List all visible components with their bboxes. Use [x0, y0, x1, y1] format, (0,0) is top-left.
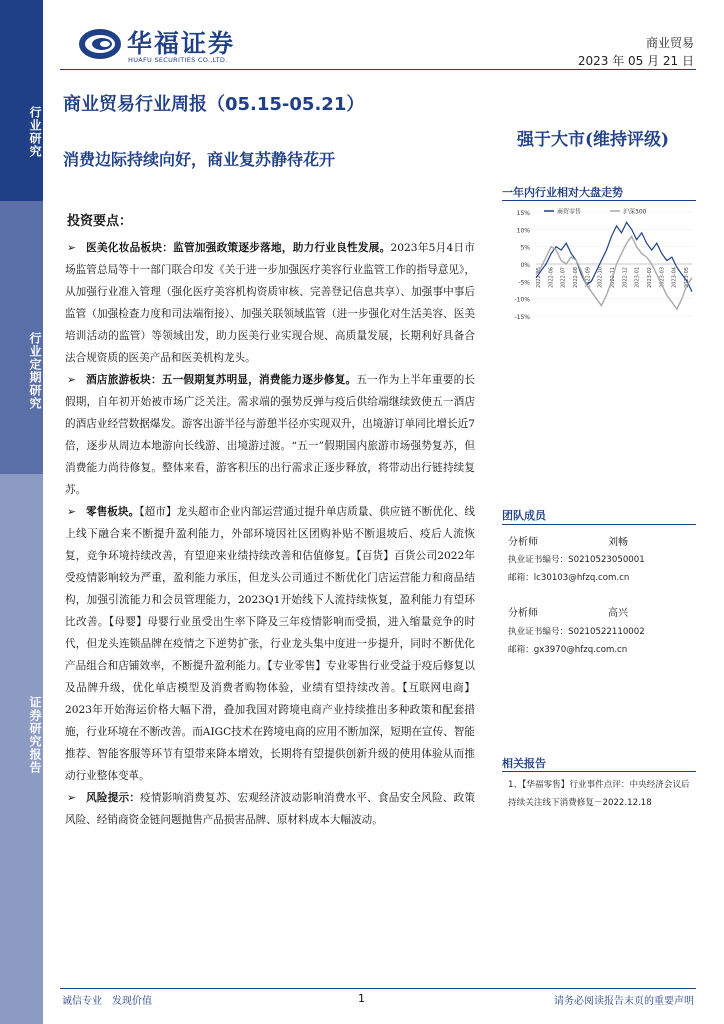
series-line-2	[536, 236, 692, 309]
chart-heading-divider	[502, 200, 696, 201]
x-tick-label: 2022-05	[536, 267, 542, 288]
analyst-1-role: 分析师	[508, 537, 538, 548]
x-tick-label: 2022-11	[610, 267, 616, 288]
analyst-2-email	[508, 643, 627, 655]
arrow-icon: ➢	[67, 506, 76, 518]
point-text: 疫情影响消费复苏、宏观经济波动影响消费水平、食品安全风险、政策风险、经销商资金链问题抛售产品损害品牌、原材料成本大幅波动。	[65, 792, 476, 826]
y-tick-label: 5%	[520, 244, 530, 252]
x-tick-label: 2023-04	[671, 267, 678, 288]
point-label: 酒店旅游板块：五一假期复苏明显，消费能力逐步修复。	[85, 374, 357, 386]
email-label: 邮箱：	[508, 645, 534, 655]
logo-english: HUAFU SECURITIES CO.,LTD.	[128, 56, 228, 64]
license-label: 执业证书编号：	[508, 627, 569, 637]
analyst-2-role: 分析师	[508, 608, 538, 619]
report-subtitle: 消费边际持续向好，商业复苏静待花开	[63, 150, 336, 169]
footer-divider	[60, 988, 696, 989]
license-number: S0210522110002	[568, 627, 645, 637]
investment-body	[65, 237, 475, 831]
license-label: 执业证书编号：	[508, 555, 569, 565]
legend-label: 商贸零售	[557, 208, 582, 216]
email-label: 邮箱：	[508, 573, 534, 583]
logo-chinese: 华福证券	[127, 29, 236, 58]
x-tick-label: 2023-01	[634, 267, 641, 288]
chart-heading: 一年内行业相对大盘走势	[502, 186, 623, 199]
email-address[interactable]: gx3970@hfzq.com.cn	[533, 645, 628, 655]
y-tick-label: -5%	[518, 279, 530, 287]
company-logo-icon	[78, 27, 122, 61]
point-risk	[65, 787, 475, 831]
arrow-icon: ➢	[67, 792, 76, 804]
footer-slogan: 诚信专业 发现价值	[62, 996, 152, 1007]
team-heading: 团队成员	[502, 509, 546, 522]
analyst-2-license	[508, 625, 645, 637]
analyst-1-license	[508, 553, 645, 565]
point-label: 风险提示：	[85, 792, 141, 804]
y-tick-label: 15%	[516, 210, 530, 217]
investment-heading: 投资要点：	[67, 214, 133, 229]
point-cosmetics	[65, 237, 475, 369]
x-tick-label: 2022-08	[573, 267, 579, 288]
sidebar-label-securities: 证券研究报告	[28, 696, 42, 774]
related-heading-divider	[502, 771, 696, 772]
license-number: S0210523050001	[568, 555, 645, 565]
x-tick-label: 2023-02	[647, 267, 653, 288]
team-heading-divider	[502, 524, 696, 525]
email-address[interactable]: lc30103@hfzq.com.cn	[533, 573, 630, 583]
related-heading: 相关报告	[502, 757, 546, 770]
point-label: 医美化妆品板块：监管加强政策逐步落地，助力行业良性发展。	[85, 242, 391, 254]
analyst-2-name: 高兴	[608, 608, 628, 619]
x-tick-label: 2023-03	[659, 267, 666, 288]
x-tick-label: 2022-09	[585, 267, 592, 288]
analyst-1-email	[508, 571, 629, 583]
arrow-icon: ➢	[67, 374, 76, 386]
related-report-1[interactable]: 1、【华福零售】行业事件点评：中央经济会议后持续关注线下消费修复－2022.12.18	[508, 780, 690, 808]
analyst-1-name: 刘畅	[608, 537, 628, 548]
y-tick-label: -15%	[514, 314, 530, 321]
x-tick-label: 2022-06	[548, 267, 555, 288]
point-text: 2023年5月4日市场监管总局等十一部门联合印发《关于进一步加强医疗美容行业监管工作的指导意见》，从加强行业准入管理（强化医疗美容机构资质审核、完善登记信息共享）、加强事中事后监管（加强检查力度和司法端衔接）、加强关联领域监管（进一步强化对生活美容、医美培训活动的监管）等领域出发，助力医美行业实现合规、高质量发展，长期利好具备合法合规资质的医美产品和医美机构龙头。	[65, 242, 475, 364]
x-tick-label: 2023-05	[684, 267, 690, 288]
header-divider	[60, 69, 696, 70]
x-tick-label: 2022-10	[597, 267, 604, 288]
arrow-icon: ➢	[67, 242, 76, 254]
legend-label: 沪深300	[623, 208, 647, 216]
footer-disclaimer: 请务必阅读报告末页的重要声明	[554, 996, 694, 1007]
point-retail	[65, 501, 475, 787]
sidebar-label-periodic: 行业定期研究	[28, 332, 42, 410]
y-tick-label: 0%	[520, 262, 530, 269]
point-text: 五一作为上半年重要的长假期，自年初开始被市场广泛关注。需求端的强势反弹与疫后供给端继续致使五一酒店的酒店业经营数据爆发。游客出游半径与游憩半径亦实现双升，出境游订单同比增长近7倍，逐步从周边本地游向长线游、出境游过渡。“五一”假期国内旅游市场强势复苏，但消费能力尚待修复。整体来看，游客积压的出行需求正逐步释放，将带动出行链持续复苏。	[65, 374, 476, 496]
sidebar-label-industry: 行业研究	[28, 106, 42, 158]
report-title: 商业贸易行业周报（05.15-05.21）	[63, 94, 365, 115]
y-tick-label: 10%	[516, 227, 530, 235]
rating: 强于大市(维持评级)	[517, 130, 670, 150]
y-tick-label: -10%	[514, 296, 530, 304]
x-tick-label: 2022-12	[622, 267, 629, 288]
point-text: 【超市】龙头超市企业内部运营通过提升单店质量、供应链不断优化、线上线下融合来不断提升盈利能力，外部环境因社区团购补贴不断退坡后、疫后人流恢复，竞争环境持续改善，有望迎来业绩持续改善和估值修复。【百货】百货公司2022年受疫情影响较为严重，盈利能力承压，但龙头公司通过不断优化门店运营能力和商品结构，加强引流能力和会员管理能力，2023Q1开始线下人流持续恢复，盈利能力有望环比改善。【母婴】母婴行业虽受出生率下降及三年疫情影响而受损，进入缩量竞争的时代，但龙头连锁品牌在疫情之下逆势扩张，行业龙头集中度进一步提升，同时不断优化产品组合和店铺效率，不断提升盈利能力。【专业零售】专业零售行业受益于疫后修复以及品牌升级，优化单店模型及消费者购物体验，业绩有望持续改善。【互联网电商】2023年开始海运价格大幅下滑，叠加我国对跨境电商产业持续推出多种政策和配套措施，行业环境在不断改善。而AIGC技术在跨境电商的应用不断加深，短期在宣传、智能推荐、智能客服等环节有望带来降本增效，长期将有望提供创新升级的使用体验从而推动行业整体变革。	[65, 506, 476, 782]
x-tick-label: 2022-07	[560, 267, 567, 288]
point-label: 零售板块。	[85, 506, 140, 518]
report-date: 2023 年 05 月 21 日	[577, 54, 694, 68]
page-number: 1	[358, 992, 365, 1005]
report-category: 商业贸易	[645, 36, 694, 50]
point-hotel	[65, 369, 475, 501]
industry-relative-chart	[502, 204, 696, 340]
